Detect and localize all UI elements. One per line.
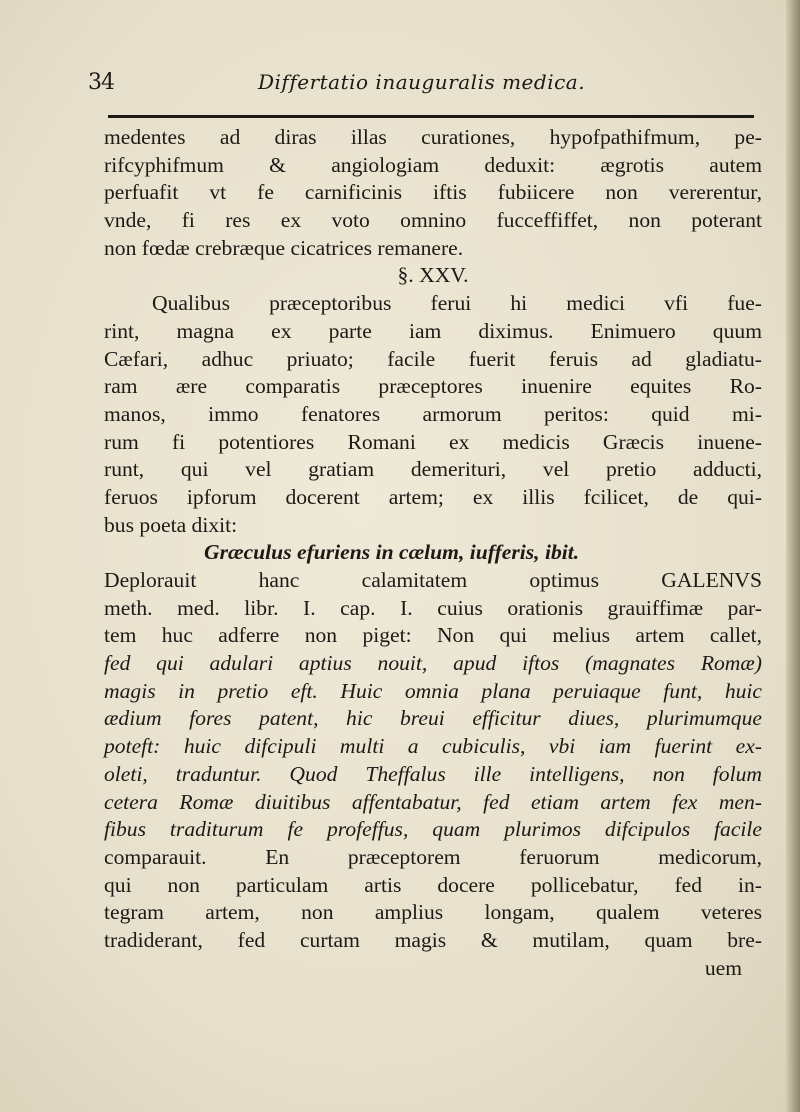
text-line: rum fi potentiores Romani ex medicis Græcis inuene- <box>104 429 762 454</box>
text-line-last: bus poeta dixit: <box>104 512 238 537</box>
text-line: runt, qui vel gratiam demerituri, vel pretio adducti, <box>104 457 762 482</box>
text-line: Cæfari, adhuc priuato; facile fuerit feruis ad gladiatu- <box>104 346 762 371</box>
text-line: feruos ipforum docerent artem; ex illis fcilicet, de qui- <box>104 484 762 509</box>
text-line: ram ære comparatis præceptores inuenire equites Ro- <box>104 374 762 399</box>
text-line: qui non particulam artis docere pollicebatur, fed in- <box>104 872 762 897</box>
running-title: Differtatio inauguralis medica. <box>258 70 586 94</box>
header-rule <box>108 115 754 118</box>
quote-line: fibus traditurum fe profeffus, quam plurimos difcipulos facile <box>104 817 762 842</box>
page-edge-shadow <box>786 0 800 1112</box>
section-heading: §. XXV. <box>397 263 469 288</box>
text-line: rifcyphifmum & angiologiam deduxit: ægrotis autem <box>104 152 762 177</box>
text-body <box>104 124 762 982</box>
quote-line: poteft: huic difcipuli multi a cubiculis, vbi iam fuerint ex- <box>104 734 762 759</box>
text-line: perfuafit vt fe carnificinis iftis fubiicere non vererentur, <box>104 180 762 205</box>
quote-line: ædium fores patent, hic breui efficitur diues, plurimumque <box>104 706 762 731</box>
text-line: medentes ad diras illas curationes, hypofpathifmum, pe- <box>104 125 762 149</box>
text-line: meth. med. libr. I. cap. I. cuius orationis grauiffimæ par- <box>104 595 762 620</box>
quote-line: cetera Romæ diuitibus affentabatur, fed etiam artem fex men- <box>104 789 762 814</box>
text-line: comparauit. En præceptorem feruorum medicorum, <box>104 844 762 869</box>
text-line: tem huc adferre non piget: Non qui melius artem callet, <box>104 623 762 648</box>
text-line-last: non fœdæ crebræque cicatrices remanere. <box>104 235 464 260</box>
text-line: vnde, fi res ex voto omnino fucceffiffet, non poterant <box>104 208 762 233</box>
quote-line: oleti, traduntur. Quod Theffalus ille intelligens, non folum <box>104 761 762 786</box>
text-line: manos, immo fenatores armorum peritos: quid mi- <box>104 401 762 426</box>
text-line: Qualibus præceptoribus ferui hi medici vfi fue- <box>152 291 762 316</box>
quote-line: magis in pretio eft. Huic omnia plana peruiaque funt, huic <box>104 678 762 703</box>
text-line: tradiderant, fed curtam magis & mutilam, quam bre- <box>104 927 762 952</box>
quote-line: fed qui adulari aptius nouit, apud iftos (magnates Romæ) <box>104 651 762 676</box>
catchword: uem <box>704 955 742 980</box>
text-line: tegram artem, non amplius longam, qualem veteres <box>104 900 762 925</box>
verse-quote: Græculus efuriens in cælum, iufferis, ibit. <box>204 540 580 565</box>
page-number: 34 <box>88 70 114 95</box>
text-line: Deplorauit hanc calamitatem optimus GALENVS <box>104 568 762 592</box>
page-header <box>88 68 752 98</box>
text-line: rint, magna ex parte iam diximus. Enimuero quum <box>104 318 762 343</box>
